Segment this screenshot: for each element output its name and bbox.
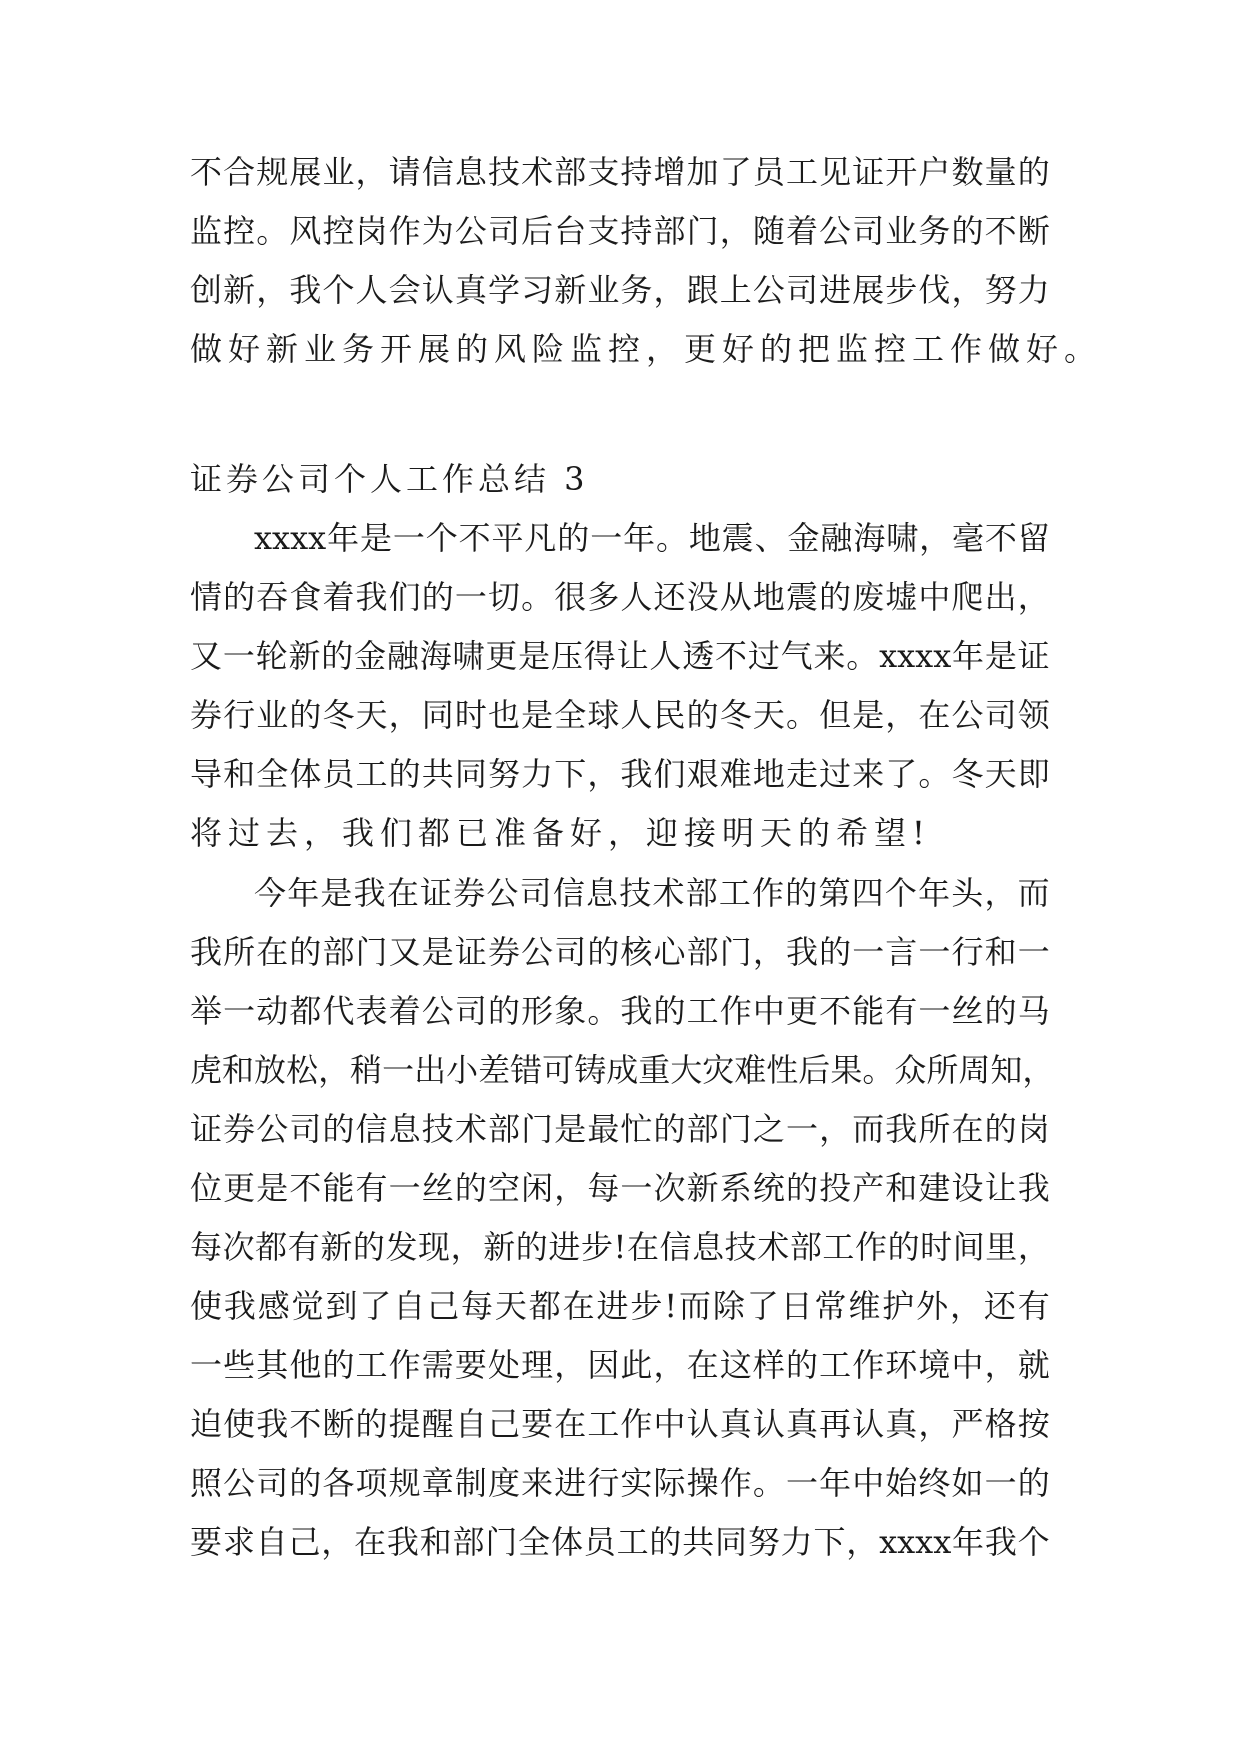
text-line: 不 合 规 展 业 ， 请 信 息 技 术 部 支 持 增 加 了 员 工 见 证 开 户 数 量 的 [190,153,1050,191]
text-line: 导 和 全 体 员 工 的 共 同 努 力 下 ， 我 们 艰 难 地 走 过 来 了 。 冬 天 即 [190,755,1050,793]
text-line: 虎 和 放 松 ， 稍 一 出 小 差 错 可 铸 成 重 大 灾 难 性 后 果 。 众 所 周 知 ， [190,1051,1055,1089]
text-line: 举 一 动 都 代 表 着 公 司 的 形 象 。 我 的 工 作 中 更 不 能 有 一 丝 的 马 [190,992,1050,1030]
text-line: xxxx 年 是 一 个 不 平 凡 的 一 年 。 地 震 、 金 融 海 啸 ， 毫 不 留 [254,519,1050,557]
text-line: 证 券 公 司 的 信 息 技 术 部 门 是 最 忙 的 部 门 之 一 ， 而 我 所 在 的 岗 [190,1110,1050,1148]
text-line: 要 求 自 己 ， 在 我 和 部 门 全 体 员 工 的 共 同 努 力 下 ， xxxx 年 我 个 [190,1523,1050,1561]
text-line: 将过去，我们都已准备好，迎接明天的希望! [190,814,931,852]
text-line: 每 次 都 有 新 的 发 现 ， 新 的 进 步 ! 在 信 息 技 术 部 工 作 的 时 间 里 ， [190,1228,1050,1266]
text-line: 情 的 吞 食 着 我 们 的 一 切 。 很 多 人 还 没 从 地 震 的 废 墟 中 爬 出 ， [190,578,1050,616]
text-line: 做好新业务开展的风险监控，更好的把监控工作做好。 [190,330,1103,368]
section-heading: 证券公司个人工作总结 3 [190,460,589,498]
text-line: 券 行 业 的 冬 天 ， 同 时 也 是 全 球 人 民 的 冬 天 。 但 是 ， 在 公 司 领 [190,696,1050,734]
text-line: 照 公 司 的 各 项 规 章 制 度 来 进 行 实 际 操 作 。 一 年 中 始 终 如 一 的 [190,1464,1050,1502]
text-line: 一 些 其 他 的 工 作 需 要 处 理 ， 因 此 ， 在 这 样 的 工 作 环 境 中 ， 就 [190,1346,1050,1384]
text-line: 创 新 ， 我 个 人 会 认 真 学 习 新 业 务 ， 跟 上 公 司 进 展 步 伐 ， 努 力 [190,271,1050,309]
text-line: 监 控 。 风 控 岗 作 为 公 司 后 台 支 持 部 门 ， 随 着 公 司 业 务 的 不 断 [190,212,1050,250]
paragraph-year-review [190,509,1050,863]
text-line: 位 更 是 不 能 有 一 丝 的 空 闲 ， 每 一 次 新 系 统 的 投 产 和 建 设 让 我 [190,1169,1050,1207]
text-line: 迫 使 我 不 断 的 提 醒 自 己 要 在 工 作 中 认 真 认 真 再 认 真 ， 严 格 按 [190,1405,1050,1443]
paragraph-risk-control [190,143,1103,379]
text-line: 又 一 轮 新 的 金 融 海 啸 更 是 压 得 让 人 透 不 过 气 来 。 xxxx 年 是 证 [190,637,1050,675]
text-line: 我 所 在 的 部 门 又 是 证 券 公 司 的 核 心 部 门 ， 我 的 一 言 一 行 和 一 [190,933,1050,971]
paragraph-work-summary [190,864,1055,1572]
text-line: 今 年 是 我 在 证 券 公 司 信 息 技 术 部 工 作 的 第 四 个 年 头 ， 而 [254,874,1050,912]
text-line: 使 我 感 觉 到 了 自 己 每 天 都 在 进 步 ! 而 除 了 日 常 维 护 外 ， 还 有 [190,1287,1050,1325]
